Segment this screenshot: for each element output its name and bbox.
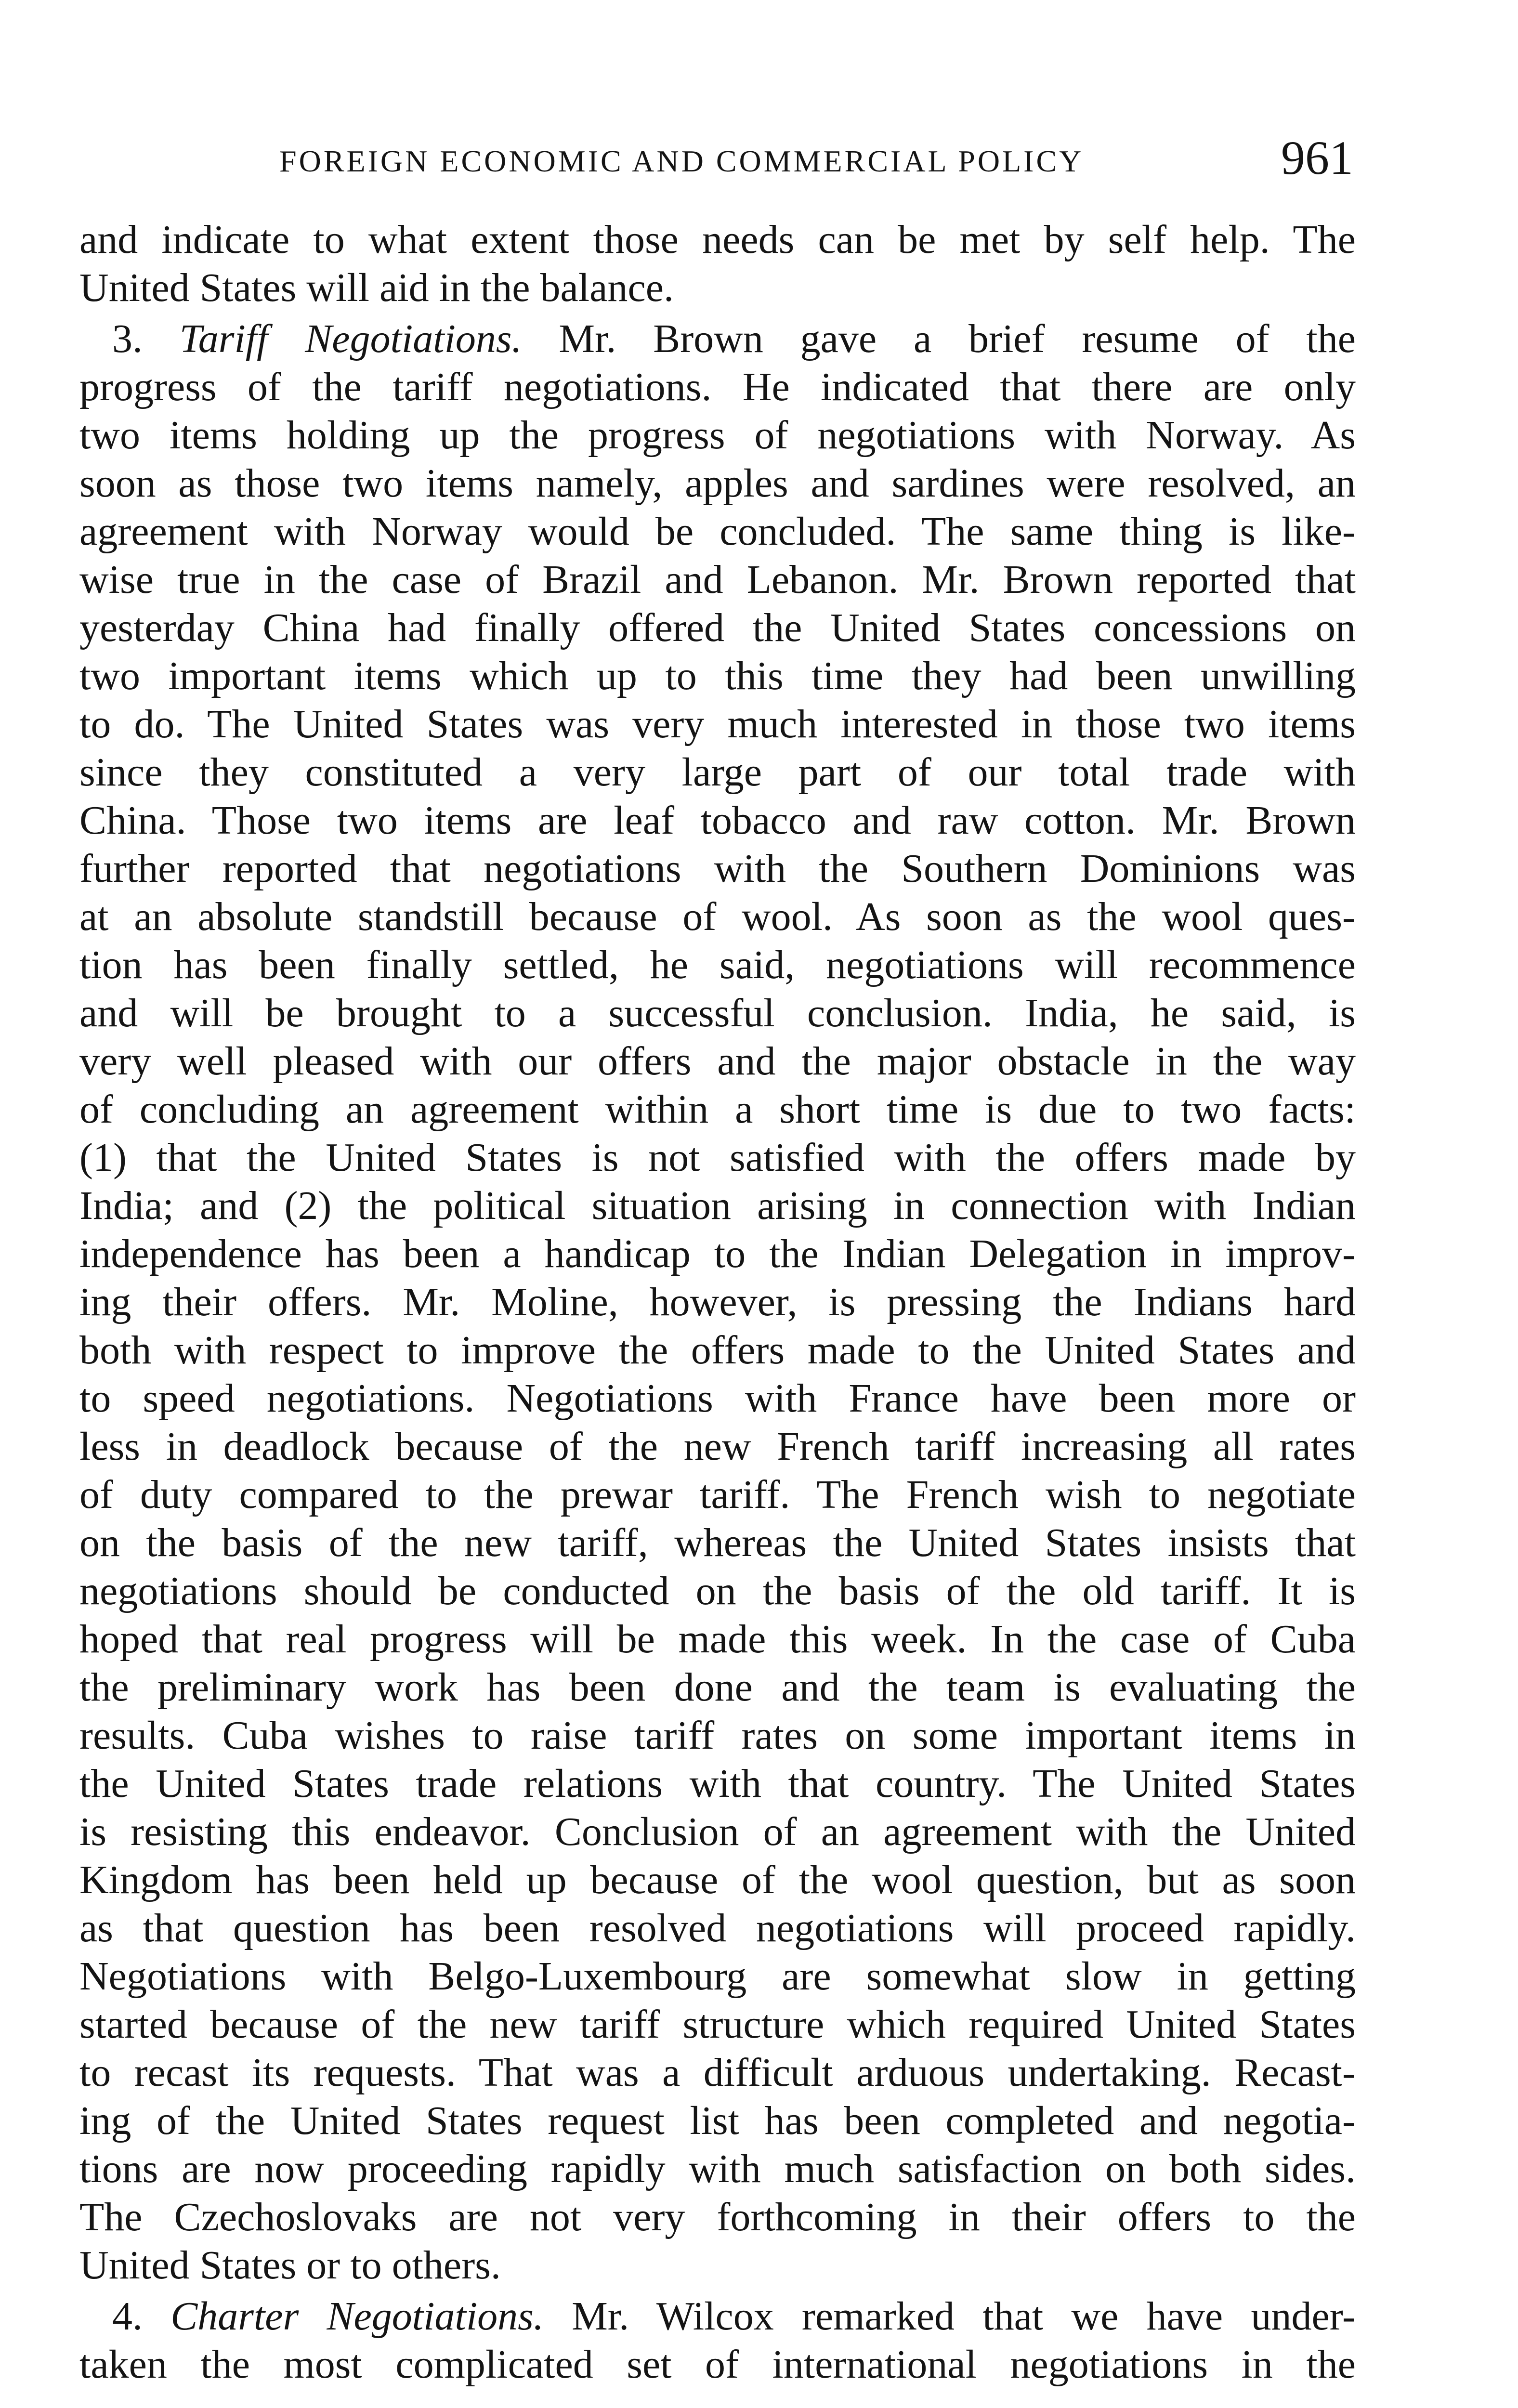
text-line: The Czechoslovaks are not very forthcoming in their offers to the: [79, 2195, 1356, 2239]
text-line: the preliminary work has been done and the team is evaluating the: [79, 1665, 1356, 1710]
text-line: as that question has been resolved negotiations will proceed rapidly.: [79, 1906, 1356, 1950]
text-line: (1) that the United States is not satisfied with the offers made by: [79, 1135, 1356, 1180]
text-line: of duty compared to the prewar tariff. The French wish to negotiate: [79, 1472, 1356, 1517]
text-line: taken the most complicated set of international negotiations in the: [79, 2342, 1356, 2387]
text-line-first: [79, 315, 1356, 363]
text-line: of concluding an agreement within a short time is due to two facts:: [79, 1087, 1356, 1132]
text-line: at an absolute standstill because of wool. As soon as the wool ques-: [79, 894, 1356, 939]
text-line: to speed negotiations. Negotiations with France have been more or: [79, 1376, 1356, 1421]
text-line: United States or to others.: [79, 2243, 501, 2288]
text-line: soon as those two items namely, apples and sardines were resolved, an: [79, 461, 1356, 506]
text-line: Kingdom has been held up because of the wool question, but as soon: [79, 1858, 1356, 1902]
text-line: the United States trade relations with that country. The United States: [79, 1761, 1356, 1806]
text-line: agreement with Norway would be concluded. The same thing is like-: [79, 509, 1356, 554]
text-line: Negotiations with Belgo-Luxembourg are somewhat slow in getting: [79, 1954, 1356, 1999]
text-line: tion has been finally settled, he said, negotiations will recommence: [79, 942, 1356, 987]
text-line: very well pleased with our offers and the major obstacle in the way: [79, 1039, 1356, 1084]
text-line: China. Those two items are leaf tobacco and raw cotton. Mr. Brown: [79, 798, 1356, 843]
text-line: both with respect to improve the offers made to the United States and: [79, 1328, 1356, 1373]
text-line: is resisting this endeavor. Conclusion of an agreement with the United: [79, 1809, 1356, 1854]
text-line: to do. The United States was very much interested in those two items: [79, 702, 1356, 746]
body-text: [79, 216, 1356, 2389]
text-line-first: [79, 2292, 1356, 2341]
paragraph-tariff-negotiations: [79, 315, 1356, 2290]
text-line: less in deadlock because of the new French tariff increasing all rates: [79, 1424, 1356, 1469]
section-number: 3.: [112, 316, 143, 361]
running-header: [87, 124, 1353, 182]
section-number: 4.: [112, 2294, 143, 2339]
text-line: hoped that real progress will be made this week. In the case of Cuba: [79, 1617, 1356, 1662]
text-line: India; and (2) the political situation arising in connection with Indian: [79, 1183, 1356, 1228]
text-line: results. Cuba wishes to raise tariff rates on some important items in: [79, 1713, 1356, 1758]
text-line: to recast its requests. That was a difficult arduous undertaking. Recast-: [79, 2050, 1356, 2095]
paragraph-charter-negotiations: [79, 2292, 1356, 2389]
text-line: progress of the tariff negotiations. He indicated that there are only: [79, 365, 1356, 409]
first-line-text: Mr. Wilcox remarked that we have under-: [572, 2294, 1356, 2339]
text-line: on the basis of the new tariff, whereas the United States insists that: [79, 1520, 1356, 1565]
text-line: negotiations should be conducted on the basis of the old tariff. It is: [79, 1569, 1356, 1613]
text-line: wise true in the case of Brazil and Lebanon. Mr. Brown reported that: [79, 557, 1356, 602]
text-line: further reported that negotiations with the Southern Dominions was: [79, 846, 1356, 891]
text-line: ing of the United States request list has been completed and negotia-: [79, 2098, 1356, 2143]
paragraph-continuation: [79, 216, 1356, 312]
section-heading: Tariff Negotiations.: [179, 316, 522, 361]
text-line: two important items which up to this time they had been unwilling: [79, 654, 1356, 698]
text-line: United States will aid in the balance.: [79, 265, 674, 310]
first-line-text: Mr. Brown gave a brief resume of the: [559, 316, 1356, 361]
section-heading: Charter Negotiations.: [170, 2294, 544, 2339]
text-line: yesterday China had finally offered the United States concessions on: [79, 605, 1356, 650]
text-line: since they constituted a very large part of our total trade with: [79, 750, 1356, 795]
text-line: ing their offers. Mr. Moline, however, is pressing the Indians hard: [79, 1280, 1356, 1324]
running-title: FOREIGN ECONOMIC AND COMMERCIAL POLICY: [279, 144, 1084, 178]
text-line: independence has been a handicap to the Indian Delegation in improv-: [79, 1231, 1356, 1276]
text-line: and will be brought to a successful conclusion. India, he said, is: [79, 991, 1356, 1035]
text-line: started because of the new tariff structure which required United States: [79, 2002, 1356, 2047]
text-line: two items holding up the progress of negotiations with Norway. As: [79, 413, 1356, 458]
text-line: tions are now proceeding rapidly with much satisfaction on both sides.: [79, 2146, 1356, 2191]
page-number: 961: [1281, 131, 1353, 184]
text-line: and indicate to what extent those needs can be met by self help. The: [79, 217, 1356, 262]
